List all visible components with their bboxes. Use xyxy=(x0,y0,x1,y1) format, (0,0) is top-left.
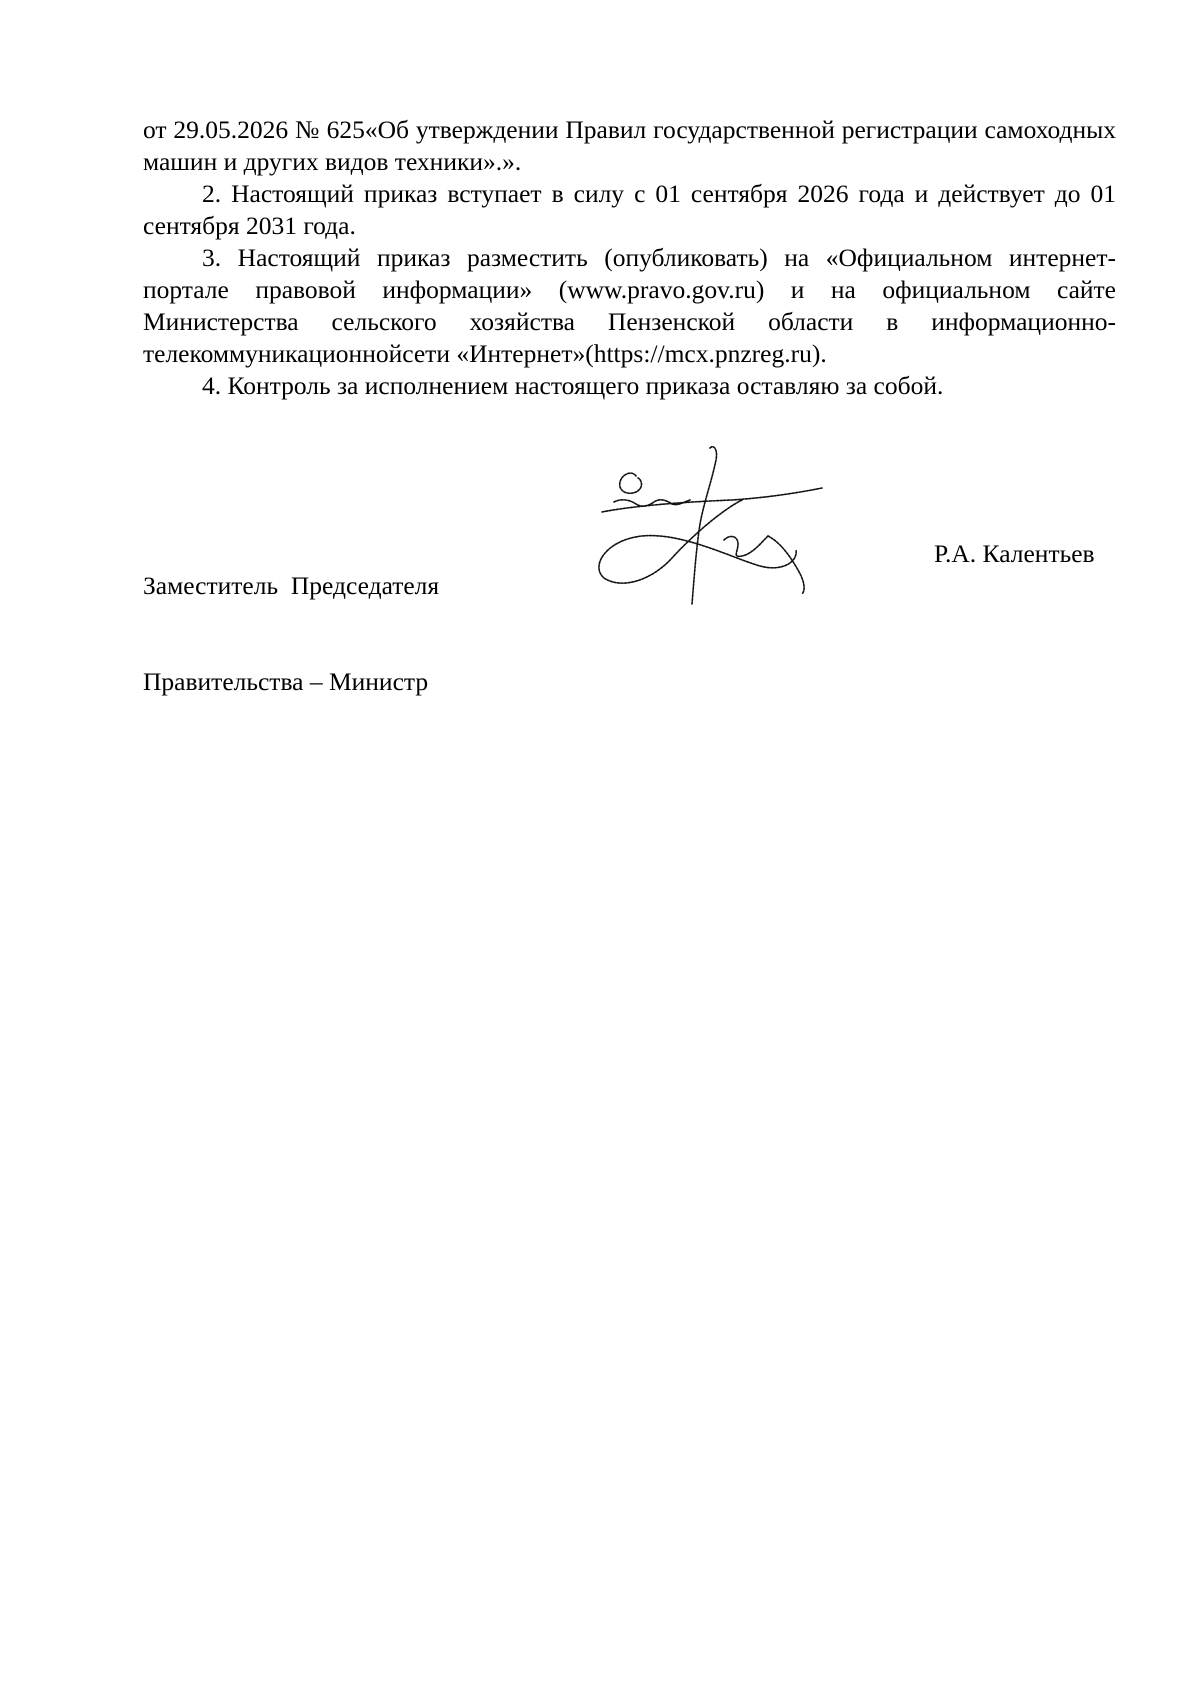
paragraph-item-4: 4. Контроль за исполнением настоящего приказа оставляю за собой. xyxy=(202,371,944,400)
paragraph-item-2: 2. Настоящий приказ вступает в силу с 01 сентября 2026 года и действует до 01 сентября 2031 года. xyxy=(143,179,1116,240)
signer-name: Р.А. Калентьев xyxy=(934,539,1095,568)
signer-title-line-1: Заместитель Председателя xyxy=(143,571,440,600)
paragraph-item-3: 3. Настоящий приказ разместить (опубликовать) на «Официальном интернет-портале правовой информации» (www.pravo.gov.ru) и на официальном сайте Министерства сельского хозяйства Пензенской области в информационно-телекоммуникационнойсети «Интернет»(https://mcx.pnzreg.ru). xyxy=(143,243,1116,368)
document-body xyxy=(143,114,1116,402)
signer-title-line-2: Правительства – Министр xyxy=(143,667,429,696)
signer-title xyxy=(143,506,439,762)
paragraph-continuation: от 29.05.2026 № 625«Об утверждении Правил государственной регистрации самоходных машин и других видов техники».». xyxy=(143,115,1116,176)
handwritten-signature xyxy=(592,440,842,610)
